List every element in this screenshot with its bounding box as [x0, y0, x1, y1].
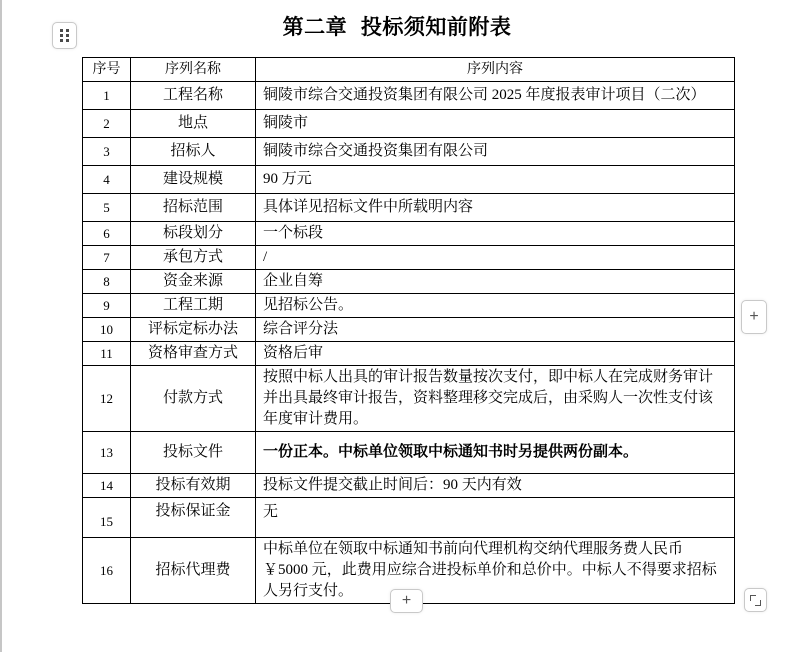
expand-icon [750, 595, 761, 606]
cell-item-name[interactable]: 付款方式 [131, 366, 256, 432]
cell-item-content[interactable]: 见招标公告。 [256, 294, 735, 318]
header-cell-name[interactable]: 序列名称 [131, 58, 256, 82]
cell-row-number[interactable]: 3 [83, 138, 131, 166]
cell-item-content[interactable]: / [256, 246, 735, 270]
add-row-button[interactable]: + [390, 589, 423, 613]
cell-item-name[interactable]: 资格审查方式 [131, 342, 256, 366]
cell-item-content[interactable]: 资格后审 [256, 342, 735, 366]
cell-row-number[interactable]: 9 [83, 294, 131, 318]
table-row [83, 294, 735, 318]
cell-item-content[interactable]: 无 [256, 498, 735, 538]
cell-item-name[interactable]: 招标范围 [131, 194, 256, 222]
cell-item-name[interactable]: 评标定标办法 [131, 318, 256, 342]
cell-item-name[interactable]: 标段划分 [131, 222, 256, 246]
table-body [83, 82, 735, 604]
cell-item-content[interactable]: 按照中标人出具的审计报告数量按次支付，即中标人在完成财务审计并出具最终审计报告，资料整理移交完成后，由采购人一次性支付该年度审计费用。 [256, 366, 735, 432]
cell-item-content[interactable]: 铜陵市综合交通投资集团有限公司 [256, 138, 735, 166]
cell-item-name[interactable]: 投标文件 [131, 432, 256, 474]
cell-row-number[interactable]: 16 [83, 538, 131, 604]
table-row [83, 222, 735, 246]
cell-row-number[interactable]: 4 [83, 166, 131, 194]
cell-row-number[interactable]: 5 [83, 194, 131, 222]
table-row [83, 474, 735, 498]
cell-row-number[interactable]: 13 [83, 432, 131, 474]
cell-item-content[interactable]: 中标单位在领取中标通知书前向代理机构交纳代理服务费人民币￥5000 元，此费用应综合进投标单价和总价中。中标人不得要求招标人另行支付。 [256, 538, 735, 604]
cell-row-number[interactable]: 8 [83, 270, 131, 294]
cell-item-content[interactable]: 具体详见招标文件中所载明内容 [256, 194, 735, 222]
table-row [83, 166, 735, 194]
cell-item-name[interactable]: 资金来源 [131, 270, 256, 294]
cell-item-content[interactable]: 铜陵市综合交通投资集团有限公司 2025 年度报表审计项目（二次） [256, 82, 735, 110]
cell-item-name[interactable]: 建设规模 [131, 166, 256, 194]
table-row [83, 110, 735, 138]
document-table [82, 57, 735, 604]
cell-item-content[interactable]: 一份正本。中标单位领取中标通知书时另提供两份副本。 [256, 432, 735, 474]
table-row [83, 82, 735, 110]
cell-item-name[interactable]: 地点 [131, 110, 256, 138]
cell-item-content[interactable]: 投标文件提交截止时间后：90 天内有效 [256, 474, 735, 498]
table-header-row [83, 58, 735, 82]
cell-item-name[interactable]: 投标有效期 [131, 474, 256, 498]
cell-row-number[interactable]: 2 [83, 110, 131, 138]
cell-item-name[interactable]: 工程名称 [131, 82, 256, 110]
cell-row-number[interactable]: 7 [83, 246, 131, 270]
table-row [83, 138, 735, 166]
table-row [83, 498, 735, 538]
cell-item-name[interactable]: 招标代理费 [131, 538, 256, 604]
cell-row-number[interactable]: 1 [83, 82, 131, 110]
table-row [83, 432, 735, 474]
table-row [83, 270, 735, 294]
cell-item-name[interactable]: 投标保证金 [131, 498, 256, 538]
cell-row-number[interactable]: 11 [83, 342, 131, 366]
cell-item-content[interactable]: 一个标段 [256, 222, 735, 246]
table-row [83, 342, 735, 366]
cell-item-name[interactable]: 招标人 [131, 138, 256, 166]
cell-item-content[interactable]: 综合评分法 [256, 318, 735, 342]
table-row [83, 366, 735, 432]
cell-item-content[interactable]: 铜陵市 [256, 110, 735, 138]
page-title: 第二章 投标须知前附表 [282, 15, 512, 39]
add-column-button[interactable]: + [741, 300, 767, 334]
table-row [83, 318, 735, 342]
cell-item-name[interactable]: 工程工期 [131, 294, 256, 318]
cell-row-number[interactable]: 6 [83, 222, 131, 246]
cell-item-content[interactable]: 90 万元 [256, 166, 735, 194]
expand-table-button[interactable] [744, 588, 767, 612]
cell-row-number[interactable]: 10 [83, 318, 131, 342]
header-cell-content[interactable]: 序列内容 [256, 58, 735, 82]
header-cell-no[interactable]: 序号 [83, 58, 131, 82]
cell-item-name[interactable]: 承包方式 [131, 246, 256, 270]
cell-row-number[interactable]: 15 [83, 498, 131, 538]
cell-row-number[interactable]: 14 [83, 474, 131, 498]
table-row [83, 194, 735, 222]
cell-item-content[interactable]: 企业自筹 [256, 270, 735, 294]
page-edge-line [0, 0, 2, 652]
cell-row-number[interactable]: 12 [83, 366, 131, 432]
table-row [83, 246, 735, 270]
